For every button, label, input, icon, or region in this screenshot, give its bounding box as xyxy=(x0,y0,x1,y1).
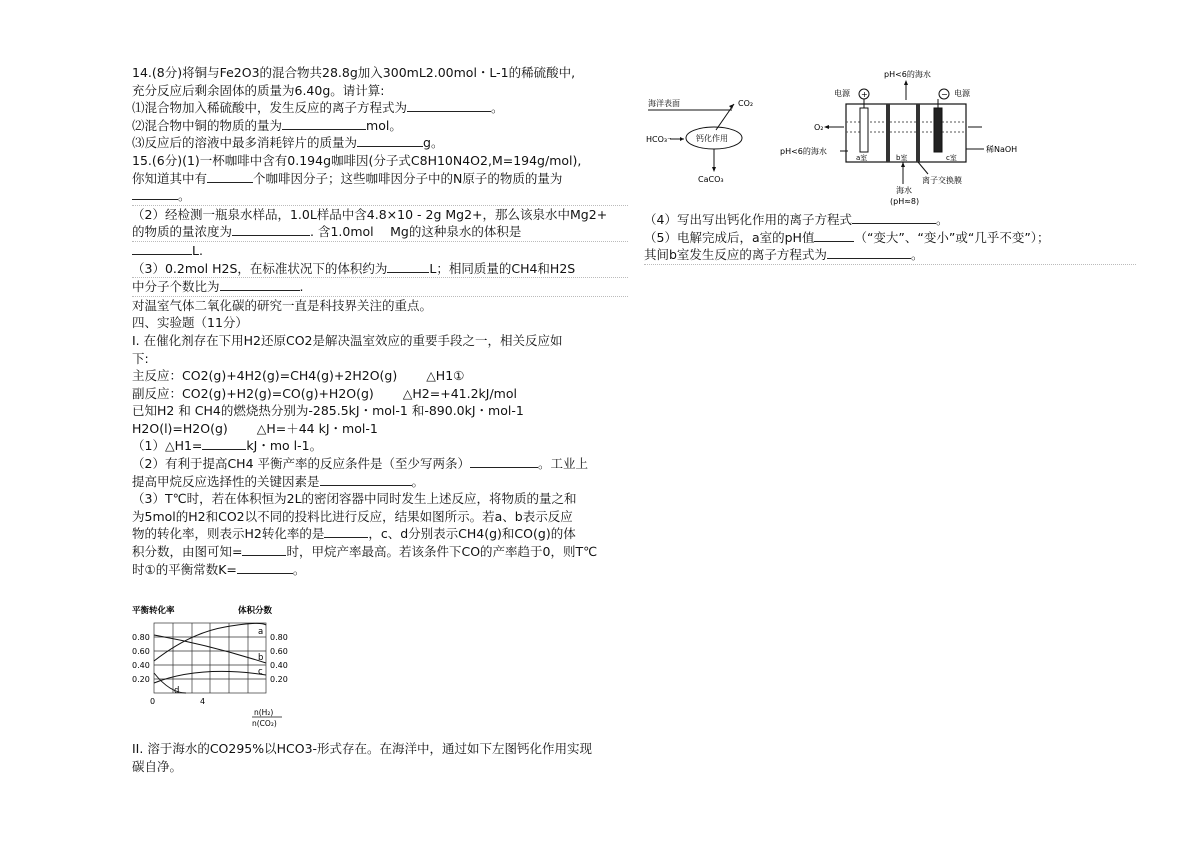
svg-text:+: + xyxy=(861,90,868,99)
power-left-label: 电源 xyxy=(834,89,850,98)
answer-blank[interactable] xyxy=(357,134,423,147)
q14-sub3: ⑶反应后的溶液中最多消耗锌片的质量为 g。 xyxy=(132,135,444,151)
part1-q3-l2: 为5mol的H2和CO2以不同的投料比进行反应，结果如图所示。若a、b表示反应 xyxy=(132,508,573,524)
intro-text: 对温室气体二氧化碳的研究一直是科技界关注的重点。 xyxy=(132,297,433,313)
curve-label: c xyxy=(258,667,263,677)
curve-label: d xyxy=(174,686,180,696)
q14-line2: 充分反应后剩余固体的质量为6.40g。请计算: xyxy=(132,82,385,98)
left-tick: 0.20 xyxy=(132,675,150,684)
answer-blank[interactable] xyxy=(852,211,936,224)
q14-sub2: ⑵混合物中铜的物质的量为 mol。 xyxy=(132,117,402,133)
answer-blank[interactable] xyxy=(407,99,491,112)
q5b-line: 其间b室发生反应的离子方程式为 。 xyxy=(644,246,1136,265)
part2-l1: II. 溶于海水的CO295%以HCO3-形式存在。在海洋中，通过如下左图钙化作用实现 xyxy=(132,741,593,756)
part2-l2: 碳自净。 xyxy=(132,758,183,774)
room-b-label: b室 xyxy=(896,154,908,162)
x-label-num: n(H₂) xyxy=(254,708,274,717)
x-tick: 0 xyxy=(150,697,156,706)
section-title: 四、实验题（11分） xyxy=(132,315,248,331)
x-label-den: n(CO₂) xyxy=(252,719,277,728)
power-right-label: 电源 xyxy=(954,89,970,98)
part1-q1: （1）△H1= kJ・mo l-1。 xyxy=(132,438,323,454)
right-tick: 0.60 xyxy=(270,647,288,656)
svg-text:−: − xyxy=(941,90,948,99)
room-c-label: c室 xyxy=(946,154,957,162)
part1-q2b: 提高甲烷反应选择性的关键因素是 。 xyxy=(132,473,425,489)
electrolysis-diagram xyxy=(780,66,1030,206)
answer-blank[interactable] xyxy=(132,242,192,255)
right-tick: 0.20 xyxy=(270,675,288,684)
part1-l2: 下: xyxy=(132,350,149,366)
answer-blank[interactable] xyxy=(207,170,253,183)
q14-line1: 14.(8分)将铜与Fe2O3的混合物共28.8g加入300mL2.00mol・L-1的稀硫酸中, xyxy=(132,65,576,80)
part1-q3-l4: 积分数，由图可知= 时，甲烷产率最高。若该条件下CO的产率趋于0，则T℃ xyxy=(132,544,598,560)
answer-blank[interactable] xyxy=(814,229,854,242)
left-tick: 0.40 xyxy=(132,661,150,670)
graph-left-title: 平衡转化率 xyxy=(132,606,175,616)
answer-blank[interactable] xyxy=(282,117,366,130)
part1-q3-l1: （3）T℃时，若在体积恒为2L的密闭容器中同时发生上述反应，将物质的量之和 xyxy=(132,491,577,507)
part1-l1: I. 在催化剂存在下用H2还原CO2是解决温室效应的重要手段之一，相关反应如 xyxy=(132,332,563,348)
answer-blank[interactable] xyxy=(324,525,368,538)
membrane-right xyxy=(916,104,920,162)
membrane-left xyxy=(886,104,890,162)
right-tick: 0.80 xyxy=(270,633,288,642)
curve-d xyxy=(154,673,186,693)
seawater-label: 海水 xyxy=(896,186,912,195)
sea-surface-label: 海洋表面 xyxy=(648,99,680,108)
answer-blank[interactable] xyxy=(387,260,429,273)
answer-blank[interactable] xyxy=(470,455,538,468)
answer-blank[interactable] xyxy=(132,187,178,200)
main-reaction: 主反应：CO2(g)+4H2(g)=CH4(g)+2H2O(g) △H1① xyxy=(132,368,465,384)
part1-q2: （2）有利于提高CH4 平衡产率的反应条件是（至少写两条） 。工业上 xyxy=(132,456,589,472)
answer-blank[interactable] xyxy=(320,473,412,486)
part1-q3-l5: 时①的平衡常数K= 。 xyxy=(132,561,306,577)
graph-left-ticks xyxy=(132,633,150,684)
room-a-label: a室 xyxy=(856,154,868,162)
part2-block xyxy=(132,740,628,775)
left-inlet-label: pH<6的海水 xyxy=(780,147,827,156)
graph-right-ticks xyxy=(270,633,288,684)
x-tick: 4 xyxy=(200,697,206,706)
answer-blank[interactable] xyxy=(202,437,246,450)
q14-sub1: ⑴混合物加入稀硫酸中，发生反应的离子方程式为 。 xyxy=(132,100,504,116)
q15-l6: L. xyxy=(132,242,628,260)
q15-l2: 你知道其中有 个咖啡因分子；这些咖啡因分子中的N原子的物质的量为 xyxy=(132,170,563,186)
q15-l3: 。 xyxy=(132,187,628,206)
process-label: 钙化作用 xyxy=(696,134,728,143)
right-column xyxy=(644,211,1136,265)
answer-blank[interactable] xyxy=(827,246,911,259)
left-column xyxy=(132,64,628,578)
anode xyxy=(860,108,868,152)
calcification-diagram xyxy=(644,90,794,190)
side-reaction: 副反应：CO2(g)+H2(g)=CO(g)+H2O(g) △H2=+41.2kJ/mol xyxy=(132,385,517,401)
graph-right-title: 体积分数 xyxy=(238,606,273,616)
left-tick: 0.60 xyxy=(132,647,150,656)
hco3-label: HCO₃⁻ xyxy=(646,135,672,144)
o2-label: O₂ xyxy=(814,123,824,132)
seawater-ph-label: (pH≈8) xyxy=(890,197,920,206)
curve-label: a xyxy=(258,627,264,637)
cathode xyxy=(934,108,942,152)
top-seawater-label: pH<6的海水 xyxy=(884,70,931,79)
curve-label: b xyxy=(258,653,264,663)
q15-l1: 15.(6分)(1)一杯咖啡中含有0.194g咖啡因(分子式C8H10N4O2,M=194g/mol), xyxy=(132,152,582,168)
known-data: 已知H2 和 CH4的燃烧热分别为-285.5kJ・mol-1 和-890.0kJ・mol-1 xyxy=(132,403,524,419)
part1-q3-l3: 物的转化率，则表示H2转化率的是 ，c、d分别表示CH4(g)和CO(g)的体 xyxy=(132,526,576,542)
answer-blank[interactable] xyxy=(220,278,300,291)
equilibrium-graph xyxy=(130,603,300,731)
right-tick: 0.40 xyxy=(270,661,288,670)
q4-line: （4）写出写出钙化作用的离子方程式 。 xyxy=(644,212,949,227)
q15-l4: （2）经检测一瓶泉水样品，1.0L样品中含4.8×10 - 2g Mg2+，那么该泉水中Mg2+ xyxy=(132,206,608,222)
caco3-label: CaCO₃ xyxy=(698,175,724,184)
answer-blank[interactable] xyxy=(237,561,293,574)
h2o-reaction: H2O(l)=H2O(g) △H=＋44 kJ・mol-1 xyxy=(132,420,378,436)
naoh-label: 稀NaOH xyxy=(986,145,1018,154)
q5-line: （5）电解完成后，a室的pH值 （“变大”、“变小”或“几乎不变”）； xyxy=(644,229,1050,245)
q15-l8: 中分子个数比为 . xyxy=(132,278,628,297)
q15-l7: （3）0.2mol H2S，在标准状况下的体积约为 L；相同质量的CH4和H2S xyxy=(132,260,628,279)
membrane-label: 离子交换膜 xyxy=(922,176,962,185)
q15-l5: 的物质的量浓度为 . 含1.0mol Mg的这种泉水的体积是 xyxy=(132,223,628,242)
left-tick: 0.80 xyxy=(132,633,150,642)
answer-blank[interactable] xyxy=(242,543,286,556)
co2-label: CO₂ xyxy=(738,99,754,108)
answer-blank[interactable] xyxy=(232,223,310,236)
